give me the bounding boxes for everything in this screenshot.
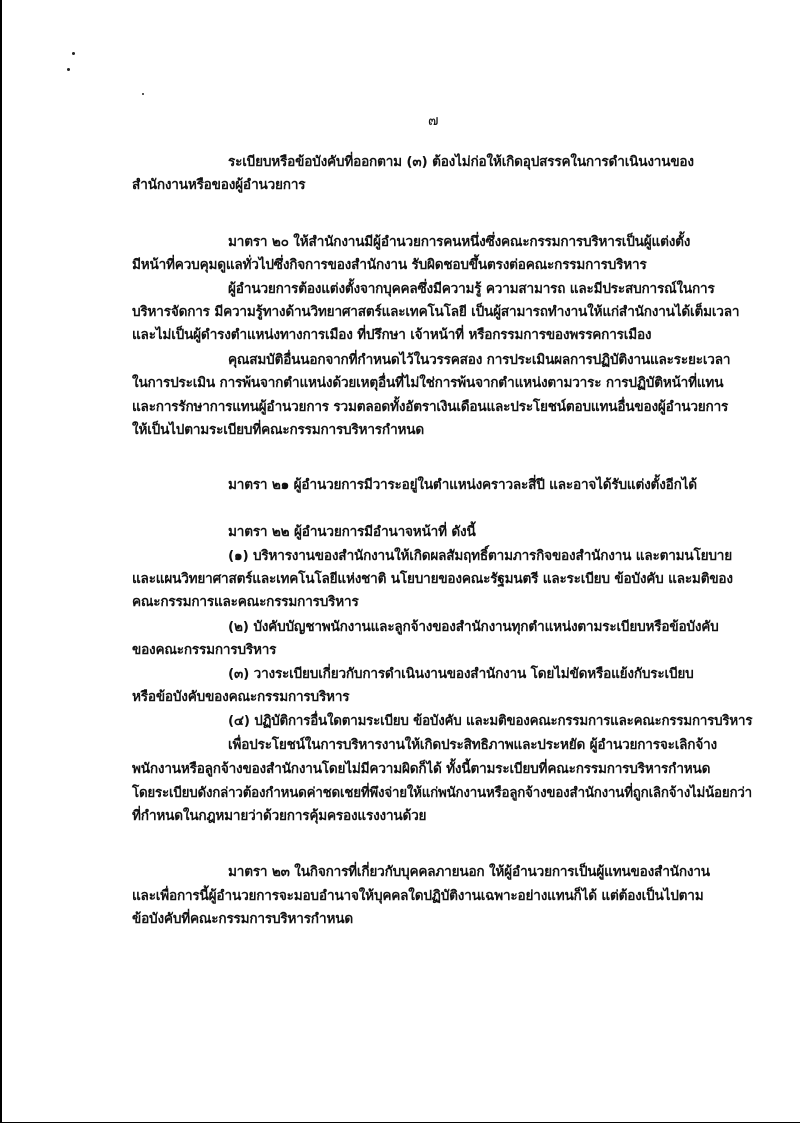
text-line: (๓) วางระเบียบเกี่ยวกับการดำเนินงานของสำนักงาน โดยไม่ขัดหรือแย้งกับระเบียบ xyxy=(228,666,694,682)
text-line: โดยระเบียบดังกล่าวต้องกำหนดค่าชดเชยที่พึงจ่ายให้แก่พนักงานหรือลูกจ้างของสำนักงานที่ถูกเลิกจ้างไม่น้อยกว่า xyxy=(132,785,752,801)
text-line: และการรักษาการแทนผู้อำนวยการ รวมตลอดทั้งอัตราเงินเดือนและประโยชน์ตอบแทนอื่นของผู้อำนวยการ xyxy=(132,399,729,415)
text-line: มาตรา ๒๒ ผู้อำนวยการมีอำนาจหน้าที่ ดังนี้ xyxy=(228,524,476,540)
text-line: มาตรา ๒๑ ผู้อำนวยการมีวาระอยู่ในตำแหน่งคราวละสี่ปี และอาจได้รับแต่งตั้งอีกได้ xyxy=(228,477,697,493)
text-line: ในการประเมิน การพ้นจากตำแหน่งด้วยเหตุอื่นที่ไม่ใช่การพ้นจากตำแหน่งตามวาระ การปฏิบัติหน้าที่แทน xyxy=(132,375,724,391)
text-line: ข้อบังคับที่คณะกรรมการบริหารกำหนด xyxy=(132,911,353,927)
text-line: ที่กำหนดในกฎหมายว่าด้วยการคุ้มครองแรงงานด้วย xyxy=(132,808,427,824)
scan-speck xyxy=(142,93,144,95)
text-line: และแผนวิทยาศาสตร์และเทคโนโลยีแห่งชาติ นโยบายของคณะรัฐมนตรี และระเบียบ ข้อบังคับ และมติของ xyxy=(132,571,733,587)
text-line: มีหน้าที่ควบคุมดูแลทั่วไปซึ่งกิจการของสำนักงาน รับผิดชอบขึ้นตรงต่อคณะกรรมการบริหาร xyxy=(132,257,647,273)
text-line: คณะกรรมการและคณะกรรมการบริหาร xyxy=(132,594,359,610)
text-line: (๑) บริหารงานของสำนักงานให้เกิดผลสัมฤทธิ์ตามภารกิจของสำนักงาน และตามนโยบาย xyxy=(228,548,732,564)
page-number: ๗ xyxy=(428,113,439,129)
text-line: บริหารจัดการ มีความรู้ทางด้านวิทยาศาสตร์และเทคโนโลยี เป็นผู้สามารถทำงานให้แก่สำนักงานได้เต็มเวลา xyxy=(132,304,740,320)
text-line: ผู้อำนวยการต้องแต่งตั้งจากบุคคลซึ่งมีความรู้ ความสามารถ และมีประสบการณ์ในการ xyxy=(228,281,715,297)
text-line: สำนักงานหรือของผู้อำนวยการ xyxy=(132,177,306,193)
text-line: เพื่อประโยชน์ในการบริหารงานให้เกิดประสิทธิภาพและประหยัด ผู้อำนวยการจะเลิกจ้าง xyxy=(228,737,717,753)
text-line: หรือข้อบังคับของคณะกรรมการบริหาร xyxy=(132,689,350,705)
scan-speck xyxy=(67,68,70,71)
text-line: ระเบียบหรือข้อบังคับที่ออกตาม (๓) ต้องไม่ก่อให้เกิดอุปสรรคในการดำเนินงานของ xyxy=(228,154,694,170)
scan-speck xyxy=(72,52,75,55)
text-line: และเพื่อการนี้ผู้อำนวยการจะมอบอำนาจให้บุคคลใดปฏิบัติงานเฉพาะอย่างแทนก็ได้ แต่ต้องเป็นไปตาม xyxy=(132,888,704,904)
text-line: ให้เป็นไปตามระเบียบที่คณะกรรมการบริหารกำหนด xyxy=(132,422,425,438)
text-line: พนักงานหรือลูกจ้างของสำนักงานโดยไม่มีความผิดก็ได้ ทั้งนี้ตามระเบียบที่คณะกรรมการบริหารกำหนด xyxy=(132,761,711,777)
text-line: (๒) บังคับบัญชาพนักงานและลูกจ้างของสำนักงานทุกตำแหน่งตามระเบียบหรือข้อบังคับ xyxy=(228,619,719,635)
text-line: (๔) ปฏิบัติการอื่นใดตามระเบียบ ข้อบังคับ และมติของคณะกรรมการและคณะกรรมการบริหาร xyxy=(228,713,753,729)
text-line: คุณสมบัติอื่นนอกจากที่กำหนดไว้ในวรรคสอง การประเมินผลการปฏิบัติงานและระยะเวลา xyxy=(228,352,731,368)
text-line: มาตรา ๒๐ ให้สำนักงานมีผู้อำนวยการคนหนึ่งซึ่งคณะกรรมการบริหารเป็นผู้แต่งตั้ง xyxy=(228,234,691,250)
text-line: มาตรา ๒๓ ในกิจการที่เกี่ยวกับบุคคลภายนอก ให้ผู้อำนวยการเป็นผู้แทนของสำนักงาน xyxy=(228,864,710,880)
text-line: ของคณะกรรมการบริหาร xyxy=(132,642,277,658)
text-line: และไม่เป็นผู้ดำรงตำแหน่งทางการเมือง ที่ปรึกษา เจ้าหน้าที่ หรือกรรมการของพรรคการเมือง xyxy=(132,327,652,343)
